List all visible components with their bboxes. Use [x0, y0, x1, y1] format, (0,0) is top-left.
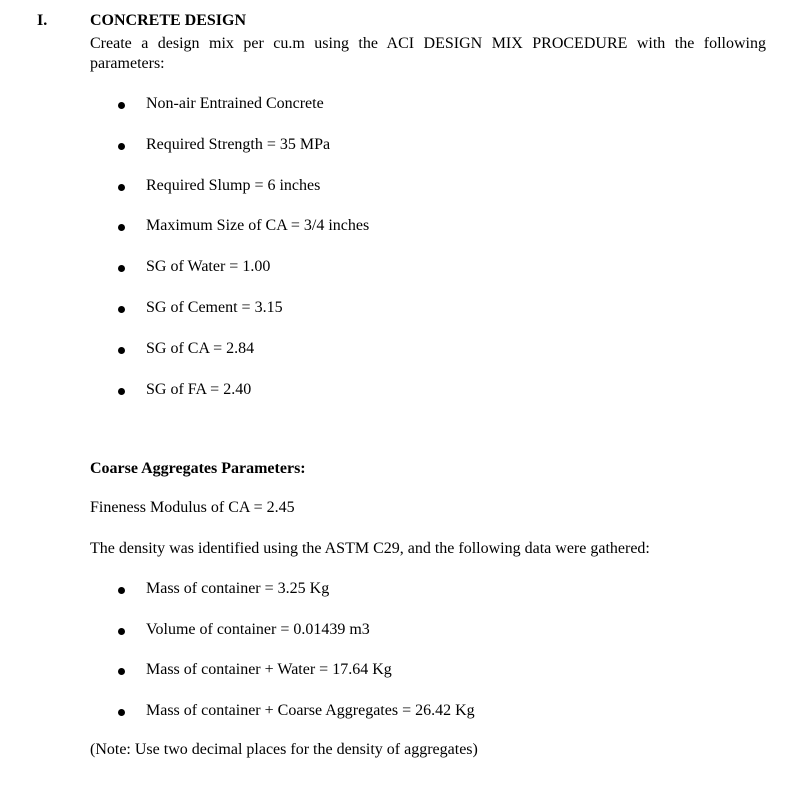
- parameter-text: SG of CA = 2.84: [146, 340, 255, 357]
- parameter-text: Non-air Entrained Concrete: [146, 95, 324, 112]
- list-item: [0, 381, 720, 403]
- bullet-icon: [118, 265, 125, 272]
- bullet-icon: [118, 388, 125, 395]
- data-text: Mass of container + Water = 17.64 Kg: [146, 661, 392, 678]
- fineness-modulus: Fineness Modulus of CA = 2.45: [90, 499, 295, 516]
- bullet-icon: [118, 224, 125, 231]
- bullet-icon: [118, 587, 125, 594]
- list-item: [0, 702, 720, 724]
- bullet-icon: [118, 347, 125, 354]
- list-item: [0, 580, 720, 602]
- parameter-text: Required Slump = 6 inches: [146, 177, 321, 194]
- bullet-icon: [118, 709, 125, 716]
- list-item: [0, 340, 720, 362]
- list-item: [0, 299, 720, 321]
- bullet-icon: [118, 628, 125, 635]
- list-item: [0, 258, 720, 280]
- bullet-icon: [118, 306, 125, 313]
- list-item: [0, 217, 720, 239]
- bullet-icon: [118, 184, 125, 191]
- data-text: Volume of container = 0.01439 m3: [146, 621, 370, 638]
- list-item: [0, 136, 720, 158]
- bullet-icon: [118, 668, 125, 675]
- data-text: Mass of container = 3.25 Kg: [146, 580, 330, 597]
- list-item: [0, 177, 720, 199]
- parameter-text: SG of Water = 1.00: [146, 258, 271, 275]
- parameter-text: SG of Cement = 3.15: [146, 299, 283, 316]
- list-item: [0, 95, 720, 117]
- bullet-icon: [118, 143, 125, 150]
- section-number: I.: [37, 12, 48, 29]
- bullet-icon: [118, 102, 125, 109]
- section-title: CONCRETE DESIGN: [90, 12, 247, 29]
- intro-paragraph: Create a design mix per cu.m using the ACI DESIGN MIX PROCEDURE with the following parameters:: [90, 35, 766, 72]
- parameter-text: Required Strength = 35 MPa: [146, 136, 331, 153]
- parameter-text: Maximum Size of CA = 3/4 inches: [146, 217, 370, 234]
- parameter-text: SG of FA = 2.40: [146, 381, 252, 398]
- density-intro: The density was identified using the ASTM C29, and the following data were gathered:: [90, 540, 650, 557]
- coarse-aggregates-heading: Coarse Aggregates Parameters:: [90, 460, 306, 477]
- note: (Note: Use two decimal places for the density of aggregates): [90, 741, 478, 758]
- list-item: [0, 661, 720, 683]
- list-item: [0, 621, 720, 643]
- data-text: Mass of container + Coarse Aggregates = 26.42 Kg: [146, 702, 475, 719]
